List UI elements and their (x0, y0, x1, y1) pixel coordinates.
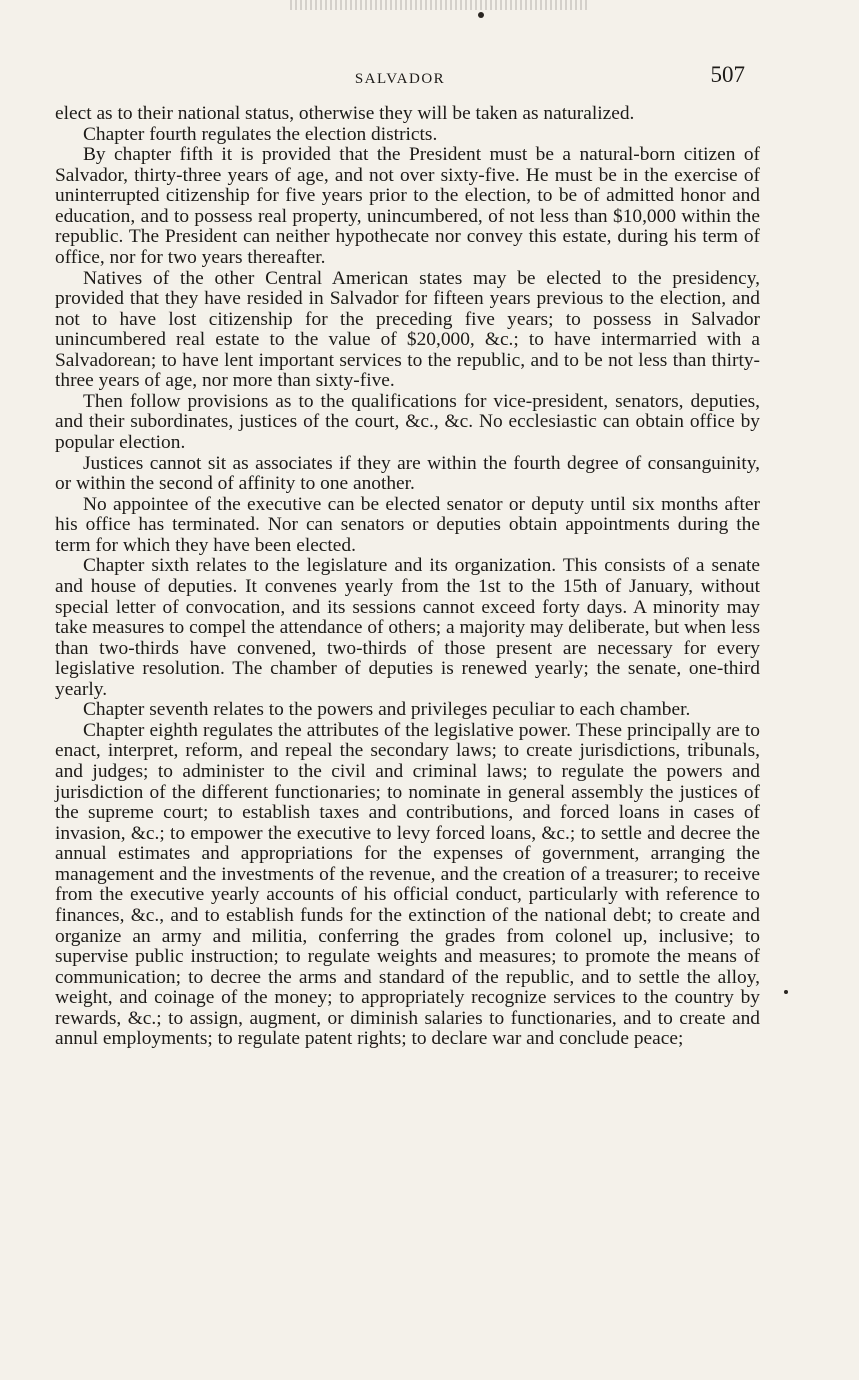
ink-spot (784, 990, 788, 994)
paragraph: Chapter fourth regulates the election districts. (83, 123, 438, 145)
paragraph: No appointee of the executive can be elected senator or deputy until six months after his office has terminated. Nor can senators or deputies obtain appointments during the term for which they have been elected. (55, 493, 760, 556)
paragraph: Natives of the other Central American states may be elected to the presidency, provided that they have resided in Salvador for fifteen years previous to the election, and not to have lost citizenship for the preceding five years; to possess in Salvador unincumbered real estate to the value of $20,000, &c.; to have intermarried with a Salvadorean; to have lent important services to the republic, and to be not less than thirty-three years of age, nor more than sixty-five. (55, 267, 760, 392)
running-head: SALVADOR (354, 71, 446, 87)
paragraph: By chapter fifth it is provided that the President must be a natural-born citizen of Salvador, thirty-three years of age, and not over sixty-five. He must be in the exercise of uninterrupted citizenship for five years prior to the election, to be of admitted honor and education, and to possess real property, unincumbered, of not less than $10,000 within the republic. The President can neither hypothecate nor convey this estate, during his term of office, nor for two years thereafter. (55, 144, 760, 268)
body-text (55, 104, 760, 1050)
page-number: 507 (710, 62, 745, 87)
ink-spot (478, 12, 484, 18)
scan-smudge (290, 0, 590, 10)
paragraph: Then follow provisions as to the qualifications for vice-president, senators, deputies, and their subordinates, justices of the court, &c., &c. No ecclesiastic can obtain office by popular election. (55, 390, 760, 453)
paragraph: Chapter sixth relates to the legislature and its organization. This consists of a senate and house of deputies. It convenes yearly from the 1st to the 15th of January, without special letter of convocation, and its sessions cannot exceed forty days. A minority may take measures to compel the attendance of others; a majority may deliberate, but when less than two-thirds have convened, two-thirds of those present are necessary for every legislative resolution. The chamber of deputies is renewed yearly; the senate, one-third yearly. (55, 555, 760, 700)
paragraph: Justices cannot sit as associates if they are within the fourth degree of consanguinity, or within the second of affinity to one another. (55, 452, 760, 495)
page-header (55, 62, 745, 92)
paragraph: Chapter eighth regulates the attributes of the legislative power. These principally are to enact, interpret, reform, and repeal the secondary laws; to create jurisdictions, tribunals, and judges; to administer to the civil and criminal laws; to regulate the powers and jurisdiction of the different functionaries; to nominate in general assembly the justices of the supreme court; to establish taxes and contributions, and forced loans in cases of invasion, &c.; to empower the executive to levy forced loans, &c.; to settle and decree the annual estimates and appropriations for the expenses of government, arranging the management and the investments of the revenue, and the creation of a treasurer; to receive from the executive yearly accounts of his official conduct, particularly with reference to finances, &c., and to establish funds for the extinction of the national debt; to create and organize an army and militia, conferring the grades from colonel up, inclusive; to supervise public instruction; to regulate weights and measures; to promote the means of communication; to decree the arms and standard of the republic, and to settle the alloy, weight, and coinage of the money; to appropriately recognize services to the country by rewards, &c.; to assign, augment, or diminish salaries to functionaries, and to create and annul employments; to regulate patent rights; to declare war and conclude peace; (55, 719, 760, 1050)
paragraph: elect as to their national status, otherwise they will be taken as naturalized. (55, 103, 635, 124)
paragraph: Chapter seventh relates to the powers and privileges peculiar to each chamber. (83, 699, 691, 721)
